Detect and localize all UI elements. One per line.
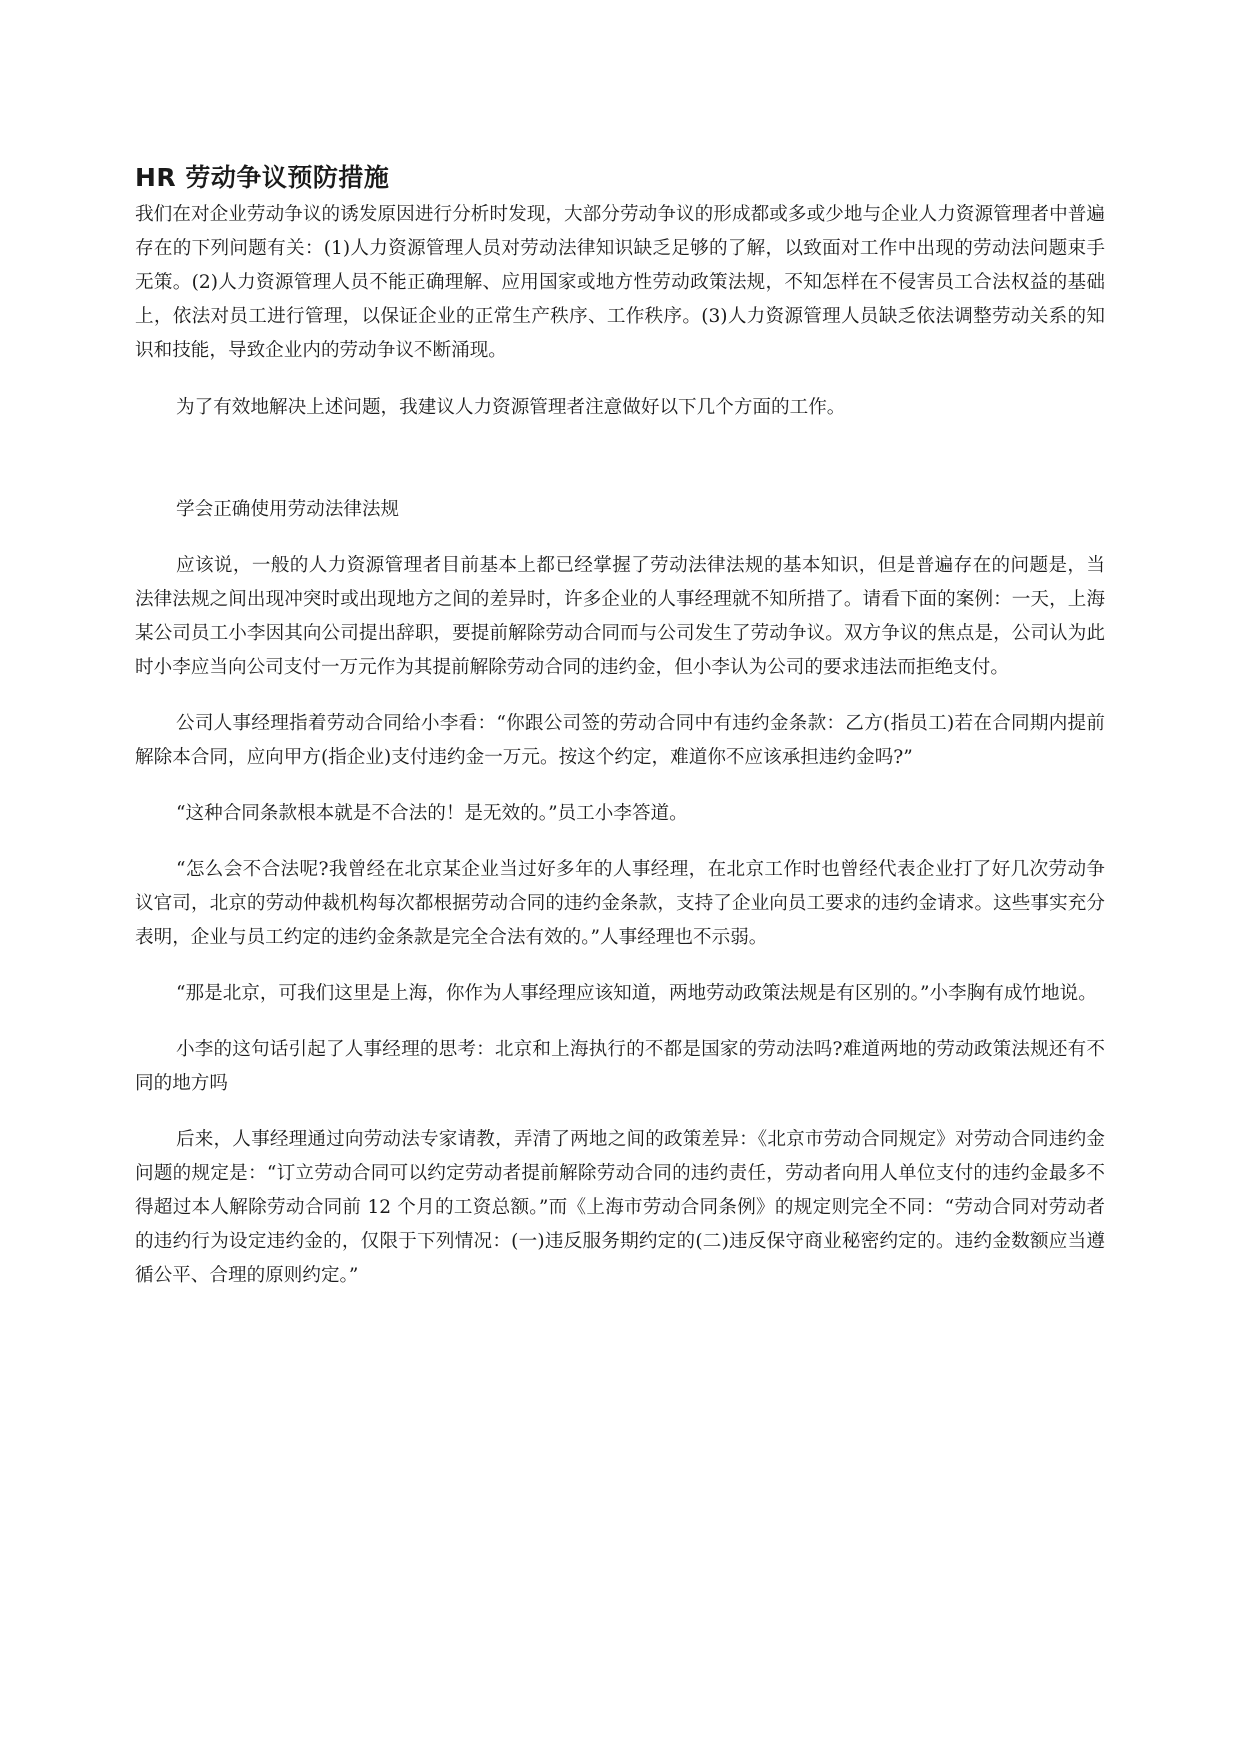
paragraph-employee-argument: “那是北京，可我们这里是上海，你作为人事经理应该知道，两地劳动政策法规是有区别的。”小李胸有成竹地说。 bbox=[176, 983, 1097, 1004]
paragraph-employee-reply: “这种合同条款根本就是不合法的！是无效的。”员工小李答道。 bbox=[176, 803, 688, 824]
spacer bbox=[135, 425, 1105, 493]
spacer bbox=[135, 1011, 1105, 1033]
paragraph-policy-difference: 后来，人事经理通过向劳动法专家请教，弄清了两地之间的政策差异：《北京市劳动合同规定》对劳动合同违约金问题的规定是：“订立劳动合同可以约定劳动者提前解除劳动合同的违约责任，劳动者向用人单位支付的违约金最多不得超过本人解除劳动合同前 12 个月的工资总额。”而《上海市劳动合同条例》的规定则完全不同：“劳动合同对劳动者的违约行为设定违约金的，仅限于下列情况：(一)违反服务期约定的(二)违反保守商业秘密约定的。违约金数额应当遵循公平、合理的原则约定。” bbox=[135, 1129, 1105, 1286]
paragraph-reflection: 小李的这句话引起了人事经理的思考：北京和上海执行的不都是国家的劳动法吗?难道两地的劳动政策法规还有不同的地方吗 bbox=[135, 1039, 1105, 1094]
spacer bbox=[135, 368, 1105, 391]
document-body bbox=[135, 160, 1105, 1293]
paragraph-manager-quote: 公司人事经理指着劳动合同给小李看：“你跟公司签的劳动合同中有违约金条款：乙方(指员工)若在合同期内提前解除本合同，应向甲方(指企业)支付违约金一万元。按这个约定，难道你不应该承担违约金吗?” bbox=[135, 713, 1105, 768]
document-title: HR 劳动争议预防措施 bbox=[135, 163, 390, 192]
spacer bbox=[135, 955, 1105, 977]
paragraph-manager-argument: “怎么会不合法呢?我曾经在北京某企业当过好多年的人事经理，在北京工作时也曾经代表企业打了好几次劳动争议官司，北京的劳动仲裁机构每次都根据劳动合同的违约金条款，支持了企业向员工要求的违约金请求。这些事实充分表明，企业与员工约定的违约金条款是完全合法有效的。”人事经理也不示弱。 bbox=[135, 859, 1105, 948]
spacer bbox=[135, 1101, 1105, 1123]
spacer bbox=[135, 831, 1105, 853]
paragraph-intro: 我们在对企业劳动争议的诱发原因进行分析时发现，大部分劳动争议的形成都或多或少地与企业人力资源管理者中普遍存在的下列问题有关：(1)人力资源管理人员对劳动法律知识缺乏足够的了解，以致面对工作中出现的劳动法问题束手无策。(2)人力资源管理人员不能正确理解、应用国家或地方性劳动政策法规，不知怎样在不侵害员工合法权益的基础上，依法对员工进行管理，以保证企业的正常生产秩序、工作秩序。(3)人力资源管理人员缺乏依法调整劳动关系的知识和技能，导致企业内的劳动争议不断涌现。 bbox=[135, 204, 1105, 361]
paragraph-suggestion: 为了有效地解决上述问题，我建议人力资源管理者注意做好以下几个方面的工作。 bbox=[176, 397, 846, 418]
section-heading: 学会正确使用劳动法律法规 bbox=[176, 499, 400, 520]
spacer bbox=[135, 685, 1105, 707]
spacer bbox=[135, 775, 1105, 797]
paragraph-case: 应该说，一般的人力资源管理者目前基本上都已经掌握了劳动法律法规的基本知识，但是普遍存在的问题是，当法律法规之间出现冲突时或出现地方之间的差异时，许多企业的人事经理就不知所措了。请看下面的案例：一天，上海某公司员工小李因其向公司提出辞职，要提前解除劳动合同而与公司发生了劳动争议。双方争议的焦点是，公司认为此时小李应当向公司支付一万元作为其提前解除劳动合同的违约金，但小李认为公司的要求违法而拒绝支付。 bbox=[135, 555, 1105, 678]
spacer bbox=[135, 527, 1105, 549]
